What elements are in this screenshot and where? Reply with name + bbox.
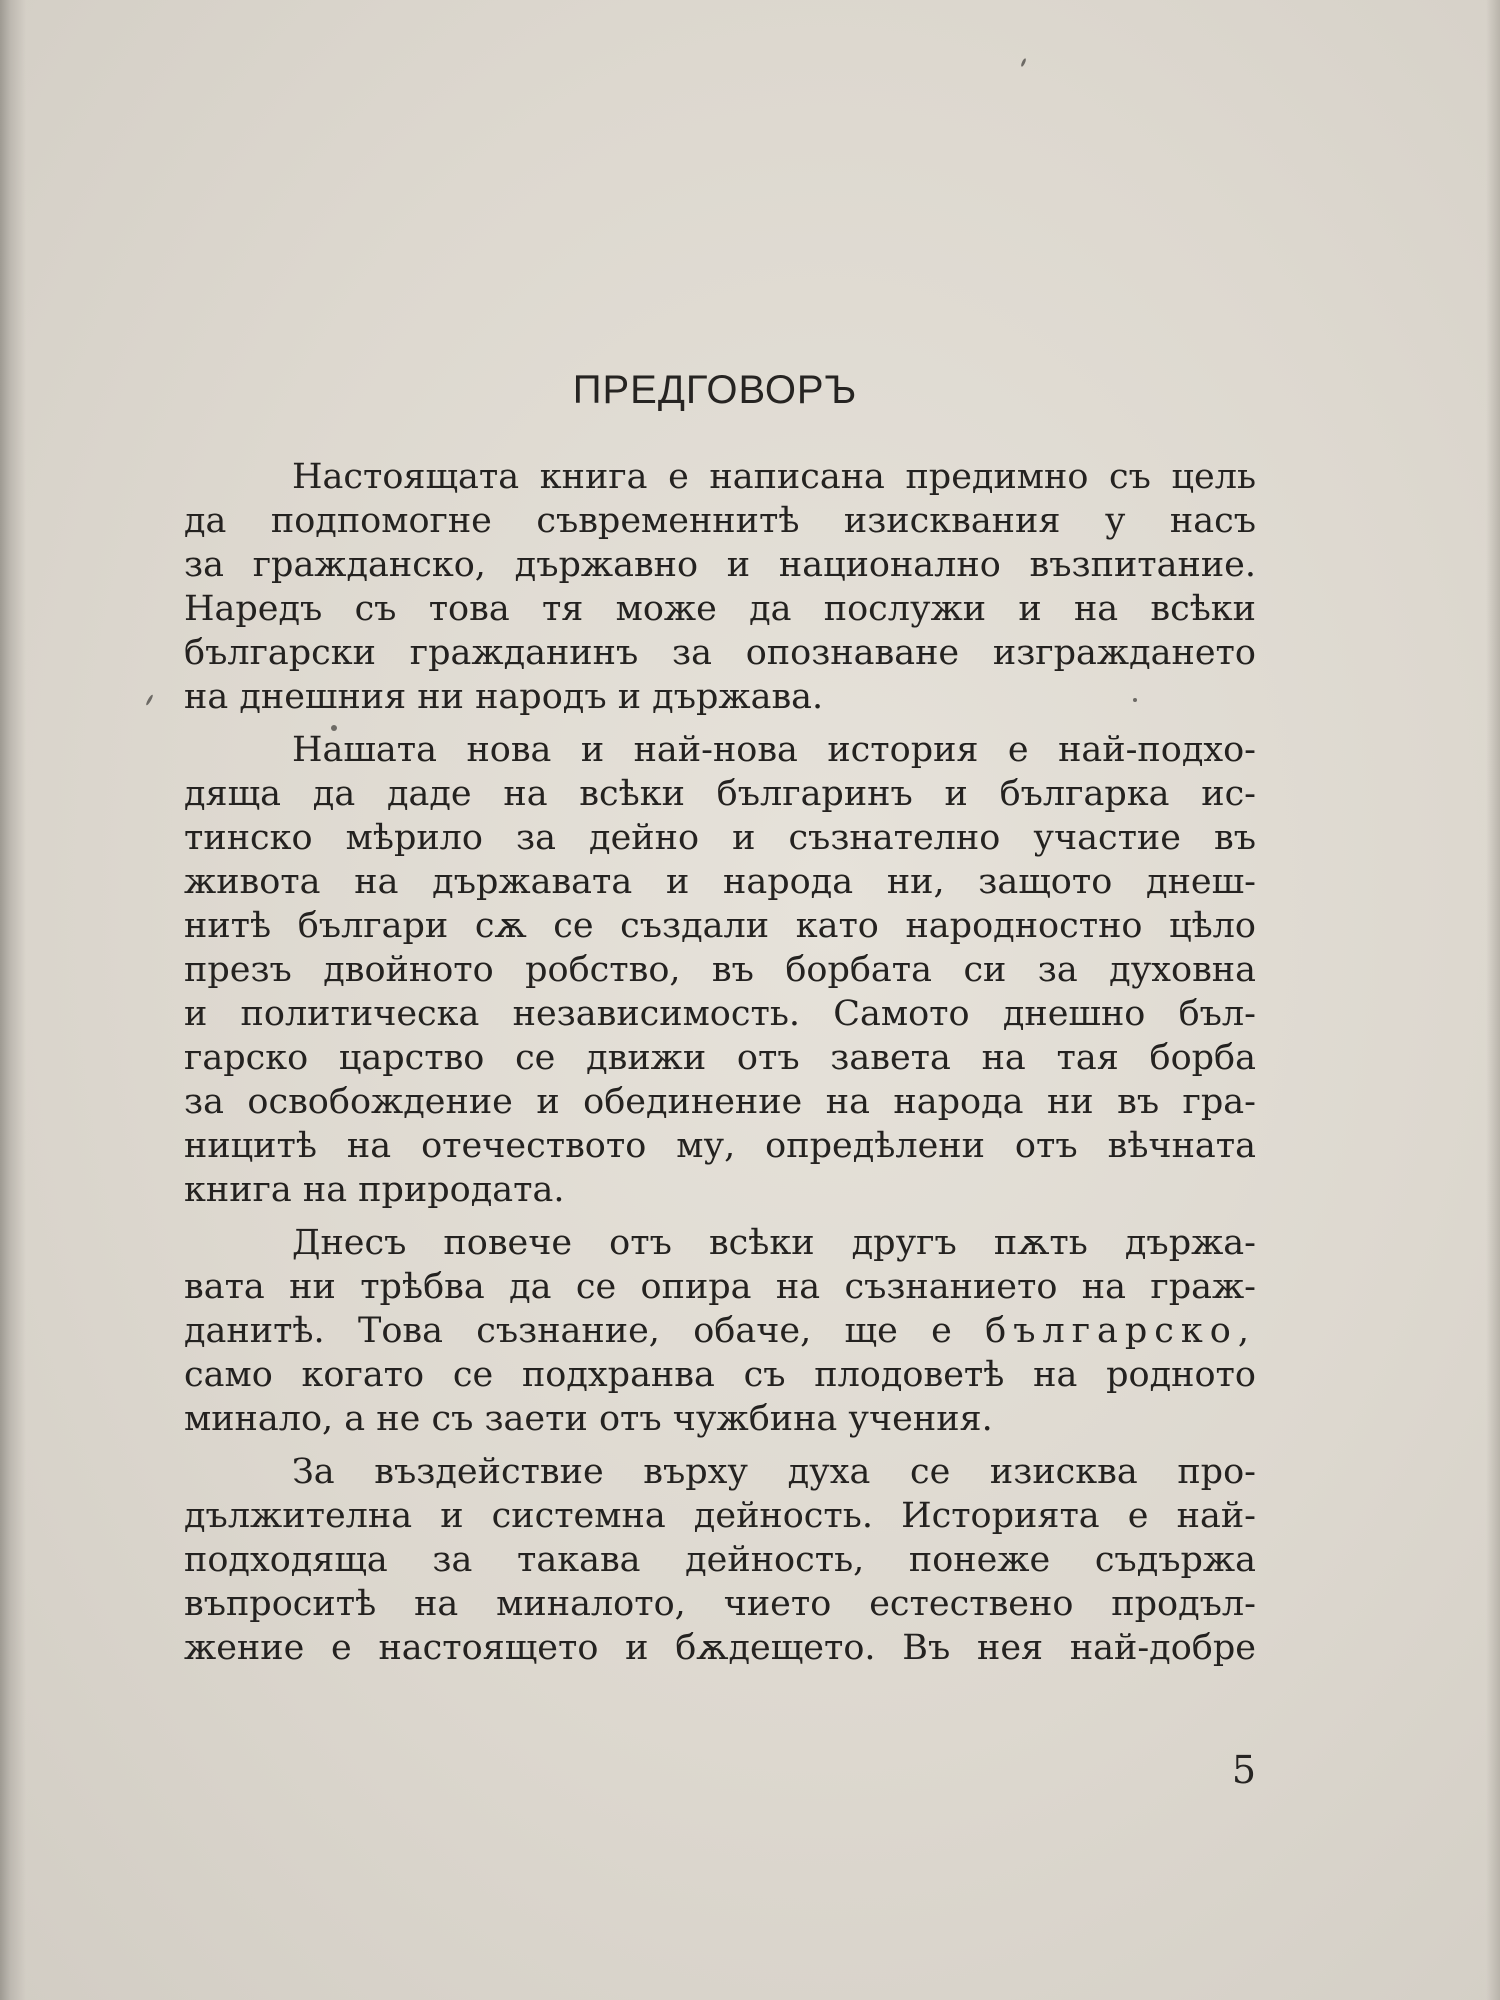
text-line: дяща да даде на всѣки българинъ и българка ис- — [184, 774, 1256, 814]
text-line: за освобождение и обединение на народа ни въ гра- — [184, 1082, 1256, 1122]
text-line: живота на държавата и народа ни, защото днеш- — [184, 862, 1256, 902]
text-line-start: данитѣ. Това съзнание, обаче, ще е — [184, 1311, 952, 1351]
text-line: подходяща за такава дейность, понеже съдържа — [184, 1540, 1256, 1580]
text-line: Нашата нова и най-нова история е най-подхо- — [292, 730, 1256, 770]
paragraph-1 — [184, 455, 1256, 719]
text-line: за гражданско, държавно и национално възпитание. — [184, 545, 1256, 585]
text-line: книга на природата. — [184, 1170, 565, 1210]
text-line: тинско мѣрило за дейно и съзнателно участие въ — [184, 818, 1256, 858]
emphasized-word: българско, — [985, 1311, 1256, 1351]
page-edge — [1486, 0, 1500, 2000]
text-line: въпроситѣ на миналото, чието естествено продъл- — [184, 1584, 1256, 1624]
text-line: да подпомогне съвременнитѣ изисквания у насъ — [184, 501, 1256, 541]
paragraph-3 — [184, 1221, 1256, 1441]
text-line: само когато се подхранва съ плодоветѣ на родното — [184, 1355, 1256, 1395]
text-line: на днешния ни народъ и държава. — [184, 677, 824, 717]
preface-body — [184, 455, 1256, 1679]
paragraph-2 — [184, 728, 1256, 1212]
text-line: жение е настоящето и бѫдещето. Въ нея най-добре — [184, 1628, 1256, 1668]
text-line: ницитѣ на отечеството му, опредѣлени отъ вѣчната — [184, 1126, 1256, 1166]
ink-speck — [1020, 58, 1027, 67]
ink-speck — [145, 694, 154, 706]
text-line: Днесъ повече отъ всѣки другъ пѫть държа- — [292, 1223, 1256, 1263]
page-number: 5 — [1231, 1748, 1256, 1792]
text-line: Наредъ съ това тя може да послужи и на всѣки — [184, 589, 1256, 629]
text-line: и политическа независимость. Самото днешно бъл- — [184, 994, 1256, 1034]
text-line — [184, 1309, 1256, 1353]
paragraph-4 — [184, 1450, 1256, 1670]
text-line: български гражданинъ за опознаване изграждането — [184, 633, 1256, 673]
page-title: ПРЕДГОВОРЪ — [572, 368, 858, 412]
text-line: дължителна и системна дейность. Историята е най- — [184, 1496, 1256, 1536]
text-line: вата ни трѣбва да се опира на съзнанието на граж- — [184, 1267, 1256, 1307]
text-line: гарско царство се движи отъ завета на тая борба — [184, 1038, 1256, 1078]
page-gutter-shadow — [0, 0, 26, 2000]
text-line: За въздействие върху духа се изисква про- — [292, 1452, 1256, 1492]
text-line: презъ двойното робство, въ борбата си за духовна — [184, 950, 1256, 990]
text-line: минало, а не съ заети отъ чужбина учения. — [184, 1399, 993, 1439]
text-line: нитѣ българи сѫ се създали като народностно цѣло — [184, 906, 1256, 946]
text-line: Настоящата книга е написана предимно съ цель — [292, 457, 1256, 497]
